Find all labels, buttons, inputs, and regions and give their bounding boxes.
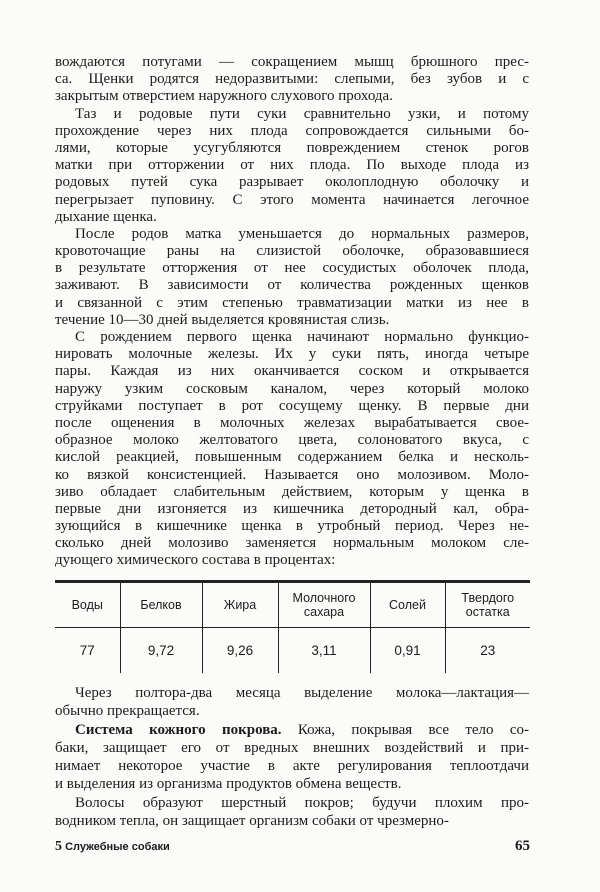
text-line: баки, защищает его от вредных внешних воздействий и при-	[55, 739, 529, 756]
text-line: дыхание щенка.	[55, 208, 157, 225]
body-text-bottom	[55, 684, 529, 830]
text-line: обычно прекращается.	[55, 703, 200, 720]
paragraph	[55, 329, 529, 570]
text-span: Кожа, покрывая все тело со-	[281, 721, 529, 738]
text-line: вождаются потугами — сокращением мышц брюшного прес-	[55, 54, 529, 70]
page-number: 65	[515, 838, 530, 854]
body-text-top	[55, 54, 529, 570]
text-line: зиво обладает слабительным действием, которым у щенка в	[55, 483, 529, 500]
text-line: дующего химического состава в процентах:	[55, 552, 336, 569]
text-line: и выделения из организма продуктов обмена веществ.	[55, 776, 402, 793]
value-cell: 3,11	[278, 628, 370, 674]
text-line: зующийся в кишечнике щенка в утробный период. Через не-	[55, 518, 529, 535]
value-cell: 77	[79, 643, 95, 658]
paragraph	[55, 226, 529, 329]
text-line: нировать молочные железы. Их у суки пять, иногда четыре	[55, 346, 529, 363]
milk-composition-table	[55, 580, 530, 673]
text-line: нимает некоторое участие в акте регулирования теплоотдачи	[55, 758, 529, 775]
header-cell: Молочного сахара	[278, 582, 370, 628]
text-line: родовых путей сука разрывает околоплодную оболочку и	[55, 174, 529, 191]
text-line: в результате отторжения от нее сосудистых оболочек плода,	[55, 260, 529, 277]
value-cell: 9,26	[202, 628, 278, 674]
text-line: ко вязкой консистенцией. Называется оно молозивом. Моло-	[55, 466, 529, 483]
signature-mark	[55, 841, 170, 853]
text-line: после ощенения в молочных железах вырабатывается свое-	[55, 414, 529, 431]
text-line: лями, которые усугубляются повреждением стенок рогов	[55, 139, 529, 156]
text-line: кислой реакцией, повышенным содержанием белка и несколь-	[55, 449, 529, 466]
value-cell: 0,91	[370, 628, 445, 674]
text-line: пары. Каждая из них оканчивается соском и открывается	[55, 363, 529, 380]
text-line: закрытым отверстием наружного слухового прохода.	[55, 88, 393, 105]
table-header-row	[55, 582, 530, 628]
text-line: После родов матка уменьшается до нормальных размеров,	[75, 225, 529, 242]
text-line: кровоточащие раны на слизистой оболочке, образовавшиеся	[55, 243, 529, 260]
text-line: са. Щенки родятся недоразвитыми: слепыми, без зубов и с	[55, 71, 529, 88]
text-line: прохождение через них плода сопровождается сильными бо-	[55, 122, 529, 139]
signature-number: 5	[55, 839, 62, 854]
paragraph	[55, 721, 529, 794]
paragraph	[55, 684, 529, 721]
header-cell: Жира	[202, 582, 278, 628]
text-line	[55, 721, 529, 739]
header-cell: Твердого остатка	[445, 582, 530, 628]
table-row	[55, 628, 530, 674]
text-line: Таз и родовые пути суки сравнительно узки, и потому	[75, 105, 529, 122]
value-cell: 9,72	[120, 628, 202, 674]
signature-title: Служебные собаки	[65, 841, 170, 853]
text-line: струйками поступает в рот сосущему щенку. В первые дни	[55, 397, 529, 414]
text-line: перегрызает пуповину. С этого момента начинается легочное	[55, 191, 529, 208]
header-cell: Белков	[120, 582, 202, 628]
text-line: наружу узким сосковым каналом, через который молоко	[55, 380, 529, 397]
paragraph	[55, 106, 529, 226]
text-line: течение 10—30 дней выделяется кровянистая слизь.	[55, 311, 390, 328]
header-cell: Воды	[55, 582, 120, 628]
paragraph	[55, 54, 529, 106]
text-line: Через полтора-два месяца выделение молока—лактация—	[75, 685, 529, 701]
text-line: сколько дней молозиво заменяется нормальным молоком сле-	[55, 535, 529, 552]
text-line: заживают. В зависимости от количества рожденных щенков	[55, 277, 529, 294]
text-line: образное молоко желтоватого цвета, солоноватого вкуса, с	[55, 432, 529, 449]
text-line: и связанной с этим степенью травматизации матки из нее в	[55, 294, 529, 311]
text-line: С рождением первого щенка начинают нормально функцио-	[75, 329, 529, 345]
paragraph	[55, 794, 529, 831]
text-line: первые дни изгоняется из кишечника детородный кал, обра-	[55, 500, 529, 517]
page-footer	[55, 838, 530, 858]
value-cell: 23	[445, 628, 530, 674]
header-cell: Солей	[370, 582, 445, 628]
text-line: Волосы образуют шерстный покров; будучи плохим про-	[75, 794, 529, 811]
section-heading: Система кожного покрова.	[75, 721, 282, 738]
text-line: матки при отторжении от них плода. По выходе плода из	[55, 157, 529, 174]
text-line: водником тепла, он защищает организм собаки от чрезмерно-	[55, 813, 449, 830]
